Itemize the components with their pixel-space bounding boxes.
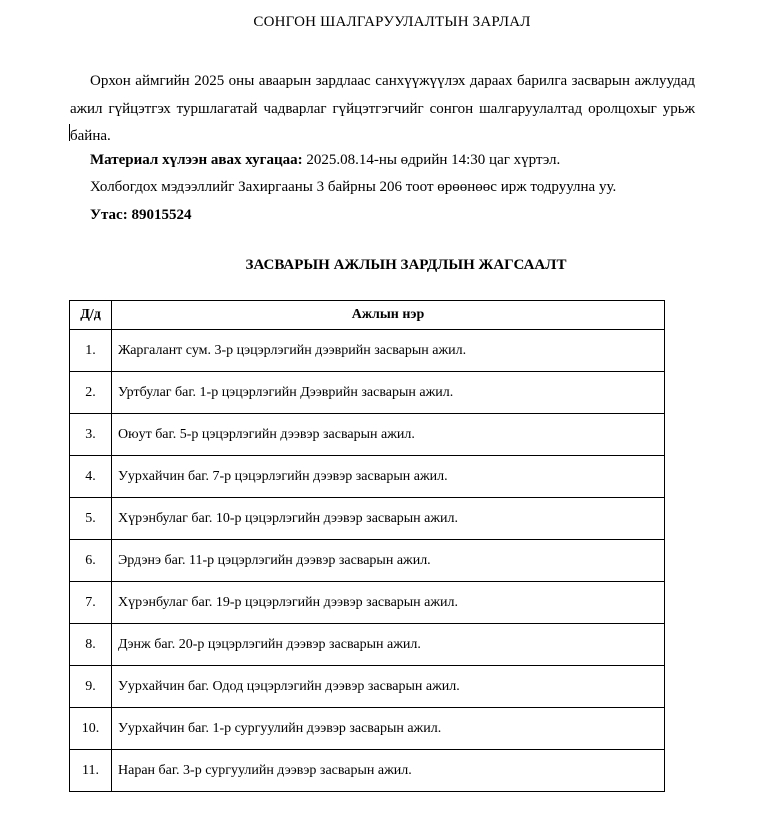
row-name: Уурхайчин баг. Одод цэцэрлэгийн дээвэр засварын ажил. xyxy=(112,666,665,708)
row-number: 8. xyxy=(70,624,112,666)
table-header-row xyxy=(70,301,665,330)
row-number: 2. xyxy=(70,372,112,414)
table-row xyxy=(70,414,665,456)
row-name: Оюут баг. 5-р цэцэрлэгийн дээвэр засварын ажил. xyxy=(112,414,665,456)
row-name: Хүрэнбулаг баг. 19-р цэцэрлэгийн дээвэр засварын ажил. xyxy=(112,582,665,624)
document-title: СОНГОН ШАЛГАРУУЛАЛТЫН ЗАРЛАЛ xyxy=(253,14,531,30)
table-row xyxy=(70,372,665,414)
table-row xyxy=(70,498,665,540)
row-number: 6. xyxy=(70,540,112,582)
row-name: Дэнж баг. 20-р цэцэрлэгийн дээвэр засварын ажил. xyxy=(112,624,665,666)
row-number: 11. xyxy=(70,750,112,792)
table-row xyxy=(70,540,665,582)
phone-number: Утас: 89015524 xyxy=(90,207,192,223)
table-row xyxy=(70,456,665,498)
deadline-label: Материал хүлээн авах хугацаа: xyxy=(90,152,303,168)
row-number: 9. xyxy=(70,666,112,708)
row-number: 3. xyxy=(70,414,112,456)
table-row xyxy=(70,582,665,624)
table-title: ЗАСВАРЫН АЖЛЫН ЗАРДЛЫН ЖАГСААЛТ xyxy=(245,257,567,273)
row-number: 4. xyxy=(70,456,112,498)
table-row xyxy=(70,708,665,750)
header-number: Д/д xyxy=(70,301,112,330)
contact-info: Холбогдох мэдээллийг Захиргааны 3 байрны 206 тоот өрөөнөөс ирж тодруулна уу. xyxy=(90,179,617,195)
row-name: Наран баг. 3-р сургуулийн дээвэр засварын ажил. xyxy=(112,750,665,792)
row-name: Уртбулаг баг. 1-р цэцэрлэгийн Дээврийн засварын ажил. xyxy=(112,372,665,414)
text-cursor xyxy=(69,124,70,141)
row-name: Уурхайчин баг. 1-р сургуулийн дээвэр засварын ажил. xyxy=(112,708,665,750)
row-name: Хүрэнбулаг баг. 10-р цэцэрлэгийн дээвэр засварын ажил. xyxy=(112,498,665,540)
table-row xyxy=(70,330,665,372)
deadline-value: 2025.08.14-ны өдрийн 14:30 цаг хүртэл. xyxy=(302,152,561,168)
row-number: 1. xyxy=(70,330,112,372)
table-row xyxy=(70,624,665,666)
table-row xyxy=(70,666,665,708)
table-row xyxy=(70,750,665,792)
row-name: Эрдэнэ баг. 11-р цэцэрлэгийн дээвэр засварын ажил. xyxy=(112,540,665,582)
deadline-line xyxy=(90,152,560,169)
row-number: 10. xyxy=(70,708,112,750)
works-table xyxy=(69,300,665,792)
intro-paragraph: Орхон аймгийн 2025 оны аваарын зардлаас санхүүжүүлэх дараах барилга засварын ажлуудад ажил гүйцэтгэх туршлагатай чадварлаг гүйцэтгэгчийг сонгон шалгаруулалтад оролцохыг урьж байна. xyxy=(70,73,695,144)
row-number: 7. xyxy=(70,582,112,624)
row-name: Жаргалант сум. 3-р цэцэрлэгийн дээврийн засварын ажил. xyxy=(112,330,665,372)
header-name: Ажлын нэр xyxy=(112,301,665,330)
row-name: Уурхайчин баг. 7-р цэцэрлэгийн дээвэр засварын ажил. xyxy=(112,456,665,498)
row-number: 5. xyxy=(70,498,112,540)
